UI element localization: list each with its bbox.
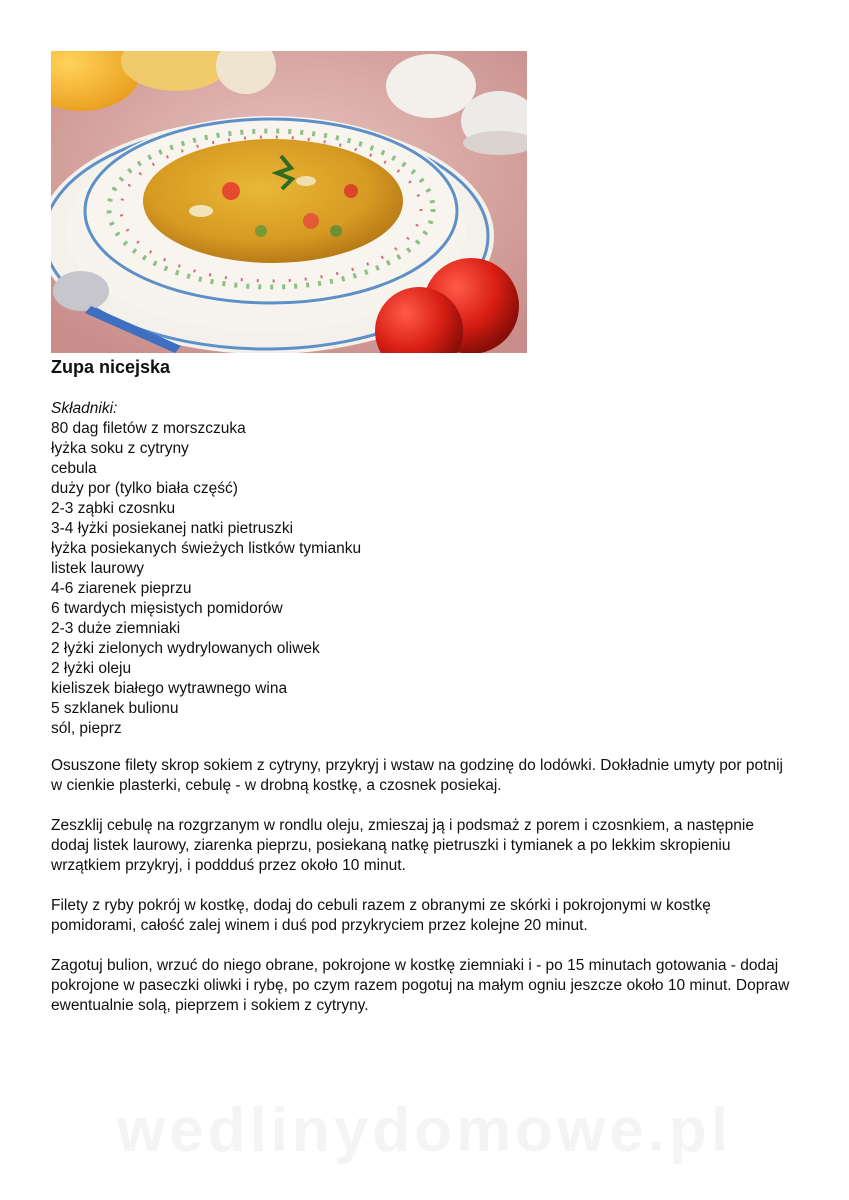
ingredient-item: 2-3 duże ziemniaki	[51, 620, 181, 637]
ingredient-item: łyżka soku z cytryny	[51, 440, 189, 457]
soup-photo	[51, 51, 527, 353]
step-paragraph: Filety z ryby pokrój w kostkę, dodaj do cebuli razem z obranymi ze skórki i pokrojonymi w kostkę pomidorami, całość zalej winem i duś pod przykryciem przez kolejne 20 minut.	[51, 897, 711, 934]
preparation-steps	[51, 756, 791, 1036]
ingredient-item: 4-6 ziarenek pieprzu	[51, 580, 192, 597]
step-paragraph: Zeszklij cebulę na rozgrzanym w rondlu oleju, zmieszaj ją i podsmaż z porem i czosnkiem, a następnie dodaj listek laurowy, ziarenka pieprzu, posiekaną natkę pietruszki i tymianek a po lekkim skropieniu wrzątkiem przykryj, i poddduś przez około 10 minut.	[51, 817, 754, 874]
ingredient-item: 6 twardych mięsistych pomidorów	[51, 600, 283, 617]
ingredients-list	[51, 419, 751, 739]
ingredient-item: sól, pieprz	[51, 720, 122, 737]
ingredient-item: kieliszek białego wytrawnego wina	[51, 680, 288, 697]
ingredient-item: 2 łyżki zielonych wydrylowanych oliwek	[51, 640, 320, 657]
ingredient-item: 80 dag filetów z morszczuka	[51, 420, 246, 437]
recipe-title: Zupa nicejska	[51, 357, 171, 377]
ingredient-item: listek laurowy	[51, 560, 145, 577]
ingredient-item: 3-4 łyżki posiekanej natki pietruszki	[51, 520, 294, 537]
watermark: wedlinydomowe.pl	[116, 1096, 733, 1165]
step-paragraph: Osuszone filety skrop sokiem z cytryny, przykryj i wstaw na godzinę do lodówki. Dokładnie umyty por potnij w cienkie plasterki, cebulę - w drobną kostkę, a czosnek posiekaj.	[51, 757, 783, 794]
ingredients-label: Składniki:	[51, 400, 118, 417]
ingredient-item: 2 łyżki oleju	[51, 660, 132, 677]
ingredient-item: 2-3 ząbki czosnku	[51, 500, 176, 517]
ingredients-section	[51, 399, 751, 739]
ingredient-item: cebula	[51, 460, 97, 477]
ingredient-item: duży por (tylko biała część)	[51, 480, 238, 497]
ingredient-item: 5 szklanek bulionu	[51, 700, 179, 717]
ingredient-item: łyżka posiekanych świeżych listków tymianku	[51, 540, 362, 557]
step-paragraph: Zagotuj bulion, wrzuć do niego obrane, pokrojone w kostkę ziemniaki i - po 15 minutach gotowania - dodaj pokrojone w paseczki oliwki i rybę, po czym razem pogotuj na małym ogniu jeszcze około 10 minut. Dopraw ewentualnie solą, pieprzem i sokiem z cytryny.	[51, 957, 790, 1014]
